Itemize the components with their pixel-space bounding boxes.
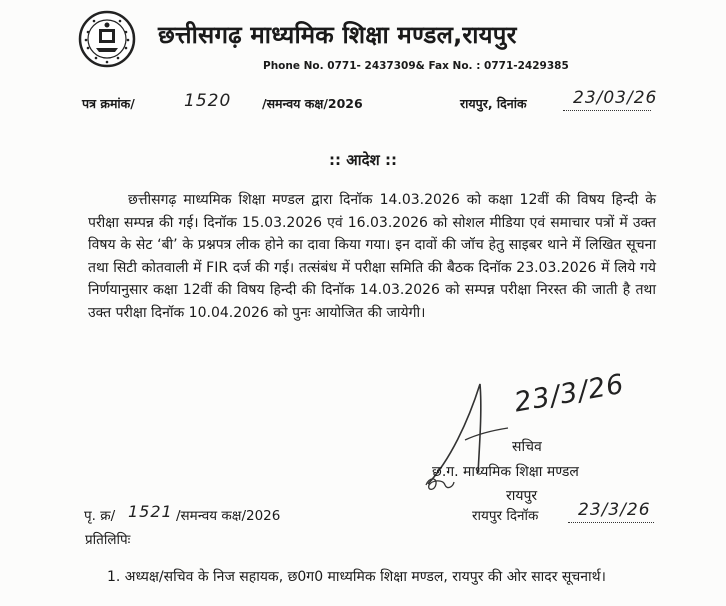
- signatory-office: छ.ग. माध्यमिक शिक्षा मण्डल: [432, 464, 579, 480]
- letter-number-label: पत्र क्रमांक/: [82, 96, 135, 111]
- copy-ref-prefix: पृ. क्र/: [84, 508, 116, 524]
- signatory-city: रायपुर: [506, 488, 538, 504]
- order-body: छत्तीसगढ़ माध्यमिक शिक्षा मण्डल द्वारा दिनॉक 14.03.2026 को कक्षा 12वीं की विषय हिन्दी के परीक्षा सम्पन्न की गई। दिनॉक 15.03.2026 एवं 16.03.2026 को सोशल मीडिया एवं समाचार पत्रों में उक्त विषय के सेट ‘बी’ के प्रश्नपत्र लीक होने का दावा किया गया। इन दावों की जॉच हेतु साइबर थाने में लिखित सूचना तथा सिटी कोतवाली में FIR दर्ज की गई। तत्संबंध में परीक्षा समिति की बैठक दिनॉक 23.03.2026 में लिये गये निर्णयानुसार कक्षा 12वीं की विषय हिन्दी की दिनॉक 14.03.2026 को सम्पन्न परीक्षा निरस्त की जाती है तथा उक्त परीक्षा दिनॉक 10.04.2026 को पुनः आयोजित की जायेगी।: [88, 192, 656, 321]
- copy-date-line: [568, 522, 654, 523]
- copy-list-item: 1. अध्यक्ष/सचिव के निज सहायक, छ0ग0 माध्यमिक शिक्षा मण्डल, रायपुर की ओर सादर सूचनार्थ।: [107, 569, 606, 585]
- copy-ref-number: 1521: [128, 502, 173, 521]
- board-seal-logo: [78, 10, 136, 68]
- board-title: छत्तीसगढ़ माध्यमिक शिक्षा मण्डल,रायपुर: [158, 21, 517, 49]
- copy-label: प्रतिलिपिः: [85, 532, 131, 548]
- place-date-label: रायपुर, दिनांक: [460, 96, 527, 111]
- signature-date: 23/3/26: [512, 368, 627, 419]
- letter-date: 23/03/26: [573, 88, 658, 108]
- copy-date-label: रायपुर दिनॉक: [472, 508, 539, 524]
- section-reference: /समन्वय कक्ष/2026: [262, 96, 363, 111]
- initials-scribble: [423, 473, 457, 495]
- copy-date: 23/3/26: [578, 500, 651, 520]
- order-title: :: आदेश ::: [329, 151, 397, 169]
- copy-ref-section: /समन्वय कक्ष/2026: [176, 508, 281, 524]
- date-line: [563, 110, 651, 111]
- letter-number: 1520: [184, 91, 232, 111]
- signatory-designation: सचिव: [512, 439, 542, 455]
- contact-numbers: Phone No. 0771- 2437309& Fax No. : 0771-2429385: [263, 60, 569, 72]
